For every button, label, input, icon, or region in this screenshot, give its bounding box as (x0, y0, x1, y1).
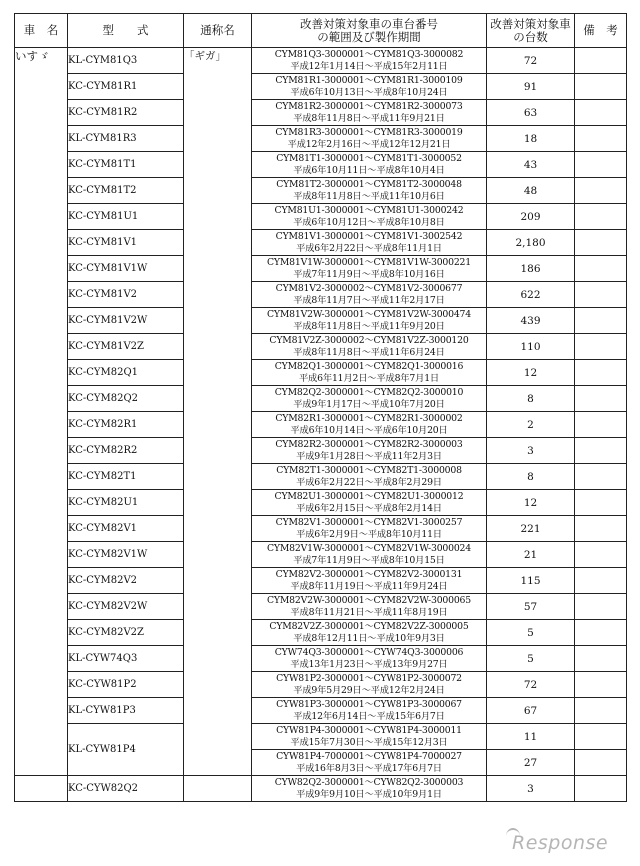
nickname-cell-empty (184, 776, 252, 802)
count-cell: 2 (487, 412, 575, 438)
note-cell (575, 698, 627, 724)
header-count-line2: の台数 (513, 29, 548, 44)
header-nickname: 通称名 (184, 14, 252, 48)
chassis-range: CYM82V1-3000001～CYM82V1-3000257 (275, 516, 463, 528)
range-cell (252, 178, 487, 204)
note-cell (575, 178, 627, 204)
note-cell (575, 620, 627, 646)
model-cell: KC-CYM81R2 (68, 100, 184, 126)
table-row (15, 646, 627, 672)
chassis-range: CYW81P4-3000001～CYW81P4-3000011 (276, 724, 462, 736)
table-row (15, 100, 627, 126)
model-cell: KC-CYM81V2 (68, 282, 184, 308)
note-cell (575, 334, 627, 360)
note-cell (575, 464, 627, 490)
table-row (15, 204, 627, 230)
chassis-range: CYM82R1-3000001～CYM82R1-3000002 (275, 412, 463, 424)
note-cell (575, 594, 627, 620)
chassis-range: CYM81V2Z-3000002～CYM81V2Z-3000120 (269, 334, 469, 346)
count-cell: 27 (487, 750, 575, 776)
chassis-range: CYM81R3-3000001～CYM81R3-3000019 (275, 126, 463, 138)
count-cell: 622 (487, 282, 575, 308)
table-row (15, 516, 627, 542)
note-cell (575, 100, 627, 126)
production-period: 平成9年1月28日～平成11年2月3日 (296, 450, 442, 462)
range-cell (252, 724, 487, 750)
note-cell (575, 126, 627, 152)
production-period: 平成6年11月2日～平成8年7月1日 (298, 372, 440, 384)
count-cell: 115 (487, 568, 575, 594)
model-cell: KC-CYM82R1 (68, 412, 184, 438)
production-period: 平成6年10月13日～平成8年10月24日 (290, 86, 448, 98)
table-row (15, 698, 627, 724)
count-cell: 91 (487, 74, 575, 100)
range-cell (252, 568, 487, 594)
watermark-swoosh-icon (506, 828, 520, 844)
table-row (15, 776, 627, 802)
range-cell (252, 386, 487, 412)
production-period: 平成12年6月14日～平成15年6月7日 (293, 710, 445, 722)
model-cell: KC-CYM81U1 (68, 204, 184, 230)
note-cell (575, 204, 627, 230)
production-period: 平成6年2月9日～平成8年10月11日 (296, 528, 442, 540)
chassis-range: CYM82V2-3000001～CYM82V2-3000131 (275, 568, 463, 580)
table-row (15, 230, 627, 256)
model-cell: KL-CYW74Q3 (68, 646, 184, 672)
table-row (15, 74, 627, 100)
chassis-range: CYM81R2-3000001～CYM81R2-3000073 (275, 100, 463, 112)
model-cell: KL-CYM81Q3 (68, 48, 184, 74)
table-row (15, 438, 627, 464)
production-period: 平成8年11月8日～平成11年9月21日 (293, 112, 445, 124)
note-cell (575, 750, 627, 776)
chassis-range: CYW81P4-7000001～CYW81P4-7000027 (276, 750, 462, 762)
range-cell (252, 152, 487, 178)
model-cell: KC-CYM82R2 (68, 438, 184, 464)
chassis-range: CYM82V1W-3000001～CYM82V1W-3000024 (266, 542, 471, 554)
note-cell (575, 360, 627, 386)
range-cell (252, 464, 487, 490)
watermark-text: Response (512, 832, 609, 854)
header-range-line2: の範囲及び製作期間 (317, 29, 421, 44)
table-row (15, 256, 627, 282)
model-cell: KC-CYW81P2 (68, 672, 184, 698)
note-cell (575, 412, 627, 438)
count-cell: 11 (487, 724, 575, 750)
model-cell: KC-CYM82V1W (68, 542, 184, 568)
range-cell (252, 282, 487, 308)
note-cell (575, 724, 627, 750)
response-watermark (512, 832, 628, 856)
range-cell (252, 490, 487, 516)
production-period: 平成8年11月8日～平成11年6月24日 (293, 346, 445, 358)
maker-cell-empty (15, 776, 68, 802)
model-cell: KC-CYM81R1 (68, 74, 184, 100)
model-cell: KC-CYM81V1 (68, 230, 184, 256)
table-row (15, 464, 627, 490)
model-cell: KC-CYM81V2W (68, 308, 184, 334)
header-note: 備 考 (575, 14, 627, 48)
count-cell: 8 (487, 464, 575, 490)
count-cell: 48 (487, 178, 575, 204)
chassis-range: CYW74Q3-3000001～CYW74Q3-3000006 (274, 646, 464, 658)
note-cell (575, 152, 627, 178)
chassis-range: CYW81P3-3000001～CYW81P3-3000067 (276, 698, 462, 710)
count-cell: 2,180 (487, 230, 575, 256)
production-period: 平成9年5月29日～平成12年2月24日 (293, 684, 445, 696)
table-body (15, 48, 627, 802)
chassis-range: CYM81T1-3000001～CYM81T1-3000052 (276, 152, 462, 164)
count-cell: 43 (487, 152, 575, 178)
chassis-range: CYM81V2-3000002～CYM81V2-3000677 (275, 282, 463, 294)
chassis-range: CYM82Q2-3000001～CYM82Q2-3000010 (274, 386, 464, 398)
table-row (15, 334, 627, 360)
note-cell (575, 386, 627, 412)
header-maker: 車 名 (15, 14, 68, 48)
note-cell (575, 438, 627, 464)
count-cell: 57 (487, 594, 575, 620)
production-period: 平成8年12月11日～平成10年9月3日 (293, 632, 445, 644)
range-cell (252, 100, 487, 126)
count-cell: 439 (487, 308, 575, 334)
count-cell: 110 (487, 334, 575, 360)
chassis-range: CYM82V2Z-3000001～CYM82V2Z-3000005 (269, 620, 469, 632)
model-cell: KC-CYM82V2 (68, 568, 184, 594)
count-cell: 21 (487, 542, 575, 568)
chassis-range: CYM81U1-3000001～CYM81U1-3000242 (274, 204, 464, 216)
table-row (15, 672, 627, 698)
chassis-range: CYM81R1-3000001～CYM81R1-3000109 (275, 74, 463, 86)
range-cell (252, 126, 487, 152)
production-period: 平成8年11月8日～平成11年10月6日 (293, 190, 445, 202)
count-cell: 3 (487, 438, 575, 464)
production-period: 平成6年10月14日～平成6年10月20日 (290, 424, 448, 436)
model-cell: KC-CYM82V2Z (68, 620, 184, 646)
count-cell: 209 (487, 204, 575, 230)
table-row (15, 568, 627, 594)
table-row (15, 282, 627, 308)
note-cell (575, 256, 627, 282)
table-row (15, 126, 627, 152)
production-period: 平成6年2月22日～平成8年11月1日 (296, 242, 442, 254)
count-cell: 5 (487, 620, 575, 646)
note-cell (575, 282, 627, 308)
model-cell: KC-CYM82Q1 (68, 360, 184, 386)
model-cell: KC-CYM82Q2 (68, 386, 184, 412)
range-cell (252, 204, 487, 230)
model-cell: KC-CYM82V1 (68, 516, 184, 542)
chassis-range: CYM81V2W-3000001～CYM81V2W-3000474 (266, 308, 471, 320)
table-row (15, 308, 627, 334)
range-cell (252, 672, 487, 698)
production-period: 平成6年10月11日～平成8年10月4日 (293, 164, 445, 176)
note-cell (575, 568, 627, 594)
count-cell: 8 (487, 386, 575, 412)
header-range-line1: 改善対策対象車の車台番号 (300, 16, 438, 31)
header-row (15, 14, 627, 48)
chassis-range: CYM82V2W-3000001～CYM82V2W-3000065 (266, 594, 471, 606)
production-period: 平成8年11月19日～平成11年9月24日 (290, 580, 448, 592)
note-cell (575, 308, 627, 334)
count-cell: 12 (487, 490, 575, 516)
table-row (15, 152, 627, 178)
model-cell: KC-CYM82U1 (68, 490, 184, 516)
range-cell (252, 48, 487, 74)
chassis-range: CYM81T2-3000001～CYM81T2-3000048 (276, 178, 462, 190)
table-row (15, 48, 627, 74)
range-cell (252, 230, 487, 256)
chassis-range: CYM82R2-3000001～CYM82R2-3000003 (275, 438, 463, 450)
header-model: 型 式 (68, 14, 184, 48)
table-row (15, 178, 627, 204)
range-cell (252, 646, 487, 672)
header-count-line1: 改善対策対象車 (490, 16, 571, 31)
recall-table (14, 13, 627, 802)
range-cell (252, 776, 487, 802)
chassis-range: CYM82Q1-3000001～CYM82Q1-3000016 (274, 360, 464, 372)
count-cell: 72 (487, 672, 575, 698)
count-cell: 72 (487, 48, 575, 74)
chassis-range: CYM81V1-3000001～CYM81V1-3002542 (275, 230, 463, 242)
chassis-range: CYM82T1-3000001～CYM82T1-3000008 (276, 464, 462, 476)
table-row (15, 594, 627, 620)
range-cell (252, 620, 487, 646)
model-cell: KC-CYM81T2 (68, 178, 184, 204)
model-cell: KL-CYW81P3 (68, 698, 184, 724)
model-cell: KC-CYM81V2Z (68, 334, 184, 360)
range-cell (252, 516, 487, 542)
production-period: 平成6年2月22日～平成8年2月29日 (296, 476, 442, 488)
table-row (15, 386, 627, 412)
production-period: 平成8年11月7日～平成11年2月17日 (293, 294, 445, 306)
note-cell (575, 542, 627, 568)
note-cell (575, 516, 627, 542)
range-cell (252, 360, 487, 386)
chassis-range: CYW81P2-3000001～CYW81P2-3000072 (276, 672, 462, 684)
table-row (15, 490, 627, 516)
production-period: 平成9年9月10日～平成10年9月1日 (296, 788, 442, 800)
maker-cell: いすゞ (15, 48, 68, 776)
production-period: 平成12年1月14日～平成15年2月11日 (290, 60, 448, 72)
chassis-range: CYM82U1-3000001～CYM82U1-3000012 (274, 490, 464, 502)
count-cell: 18 (487, 126, 575, 152)
note-cell (575, 672, 627, 698)
range-cell (252, 750, 487, 776)
production-period: 平成12年2月16日～平成12年12月21日 (287, 138, 451, 150)
count-cell: 221 (487, 516, 575, 542)
chassis-range: CYM81V1W-3000001～CYM81V1W-3000221 (266, 256, 471, 268)
model-cell: KL-CYM81R3 (68, 126, 184, 152)
production-period: 平成13年1月23日～平成13年9月27日 (290, 658, 448, 670)
model-cell: KC-CYM81V1W (68, 256, 184, 282)
count-cell: 186 (487, 256, 575, 282)
range-cell (252, 334, 487, 360)
header-range (252, 14, 487, 48)
table-row (15, 724, 627, 750)
count-cell: 63 (487, 100, 575, 126)
production-period: 平成8年11月8日～平成11年9月20日 (293, 320, 445, 332)
production-period: 平成7年11月9日～平成8年10月15日 (293, 554, 445, 566)
production-period: 平成16年8月3日～平成17年6月7日 (296, 762, 442, 774)
model-cell: KC-CYW82Q2 (68, 776, 184, 802)
note-cell (575, 230, 627, 256)
range-cell (252, 438, 487, 464)
range-cell (252, 308, 487, 334)
range-cell (252, 256, 487, 282)
production-period: 平成15年7月30日～平成15年12月3日 (290, 736, 448, 748)
production-period: 平成8年11月21日～平成11年8月19日 (290, 606, 448, 618)
count-cell: 3 (487, 776, 575, 802)
production-period: 平成6年10月12日～平成8年10月8日 (293, 216, 445, 228)
model-cell: KC-CYM82V2W (68, 594, 184, 620)
note-cell (575, 646, 627, 672)
note-cell (575, 490, 627, 516)
note-cell (575, 74, 627, 100)
table-row (15, 620, 627, 646)
model-cell: KL-CYW81P4 (68, 724, 184, 776)
range-cell (252, 412, 487, 438)
note-cell (575, 48, 627, 74)
range-cell (252, 594, 487, 620)
header-count (487, 14, 575, 48)
count-cell: 67 (487, 698, 575, 724)
count-cell: 5 (487, 646, 575, 672)
range-cell (252, 698, 487, 724)
table-row (15, 360, 627, 386)
model-cell: KC-CYM82T1 (68, 464, 184, 490)
model-cell: KC-CYM81T1 (68, 152, 184, 178)
range-cell (252, 74, 487, 100)
chassis-range: CYM81Q3-3000001～CYM81Q3-3000082 (274, 48, 464, 60)
production-period: 平成9年1月17日～平成10年7月20日 (293, 398, 445, 410)
range-cell (252, 542, 487, 568)
production-period: 平成7年11月9日～平成8年10月16日 (293, 268, 445, 280)
nickname-cell: 「ギガ」 (184, 48, 252, 776)
chassis-range: CYW82Q2-3000001～CYW82Q2-3000003 (274, 776, 464, 788)
production-period: 平成6年2月15日～平成8年2月14日 (296, 502, 442, 514)
note-cell (575, 776, 627, 802)
table-row (15, 412, 627, 438)
count-cell: 12 (487, 360, 575, 386)
table-row (15, 542, 627, 568)
